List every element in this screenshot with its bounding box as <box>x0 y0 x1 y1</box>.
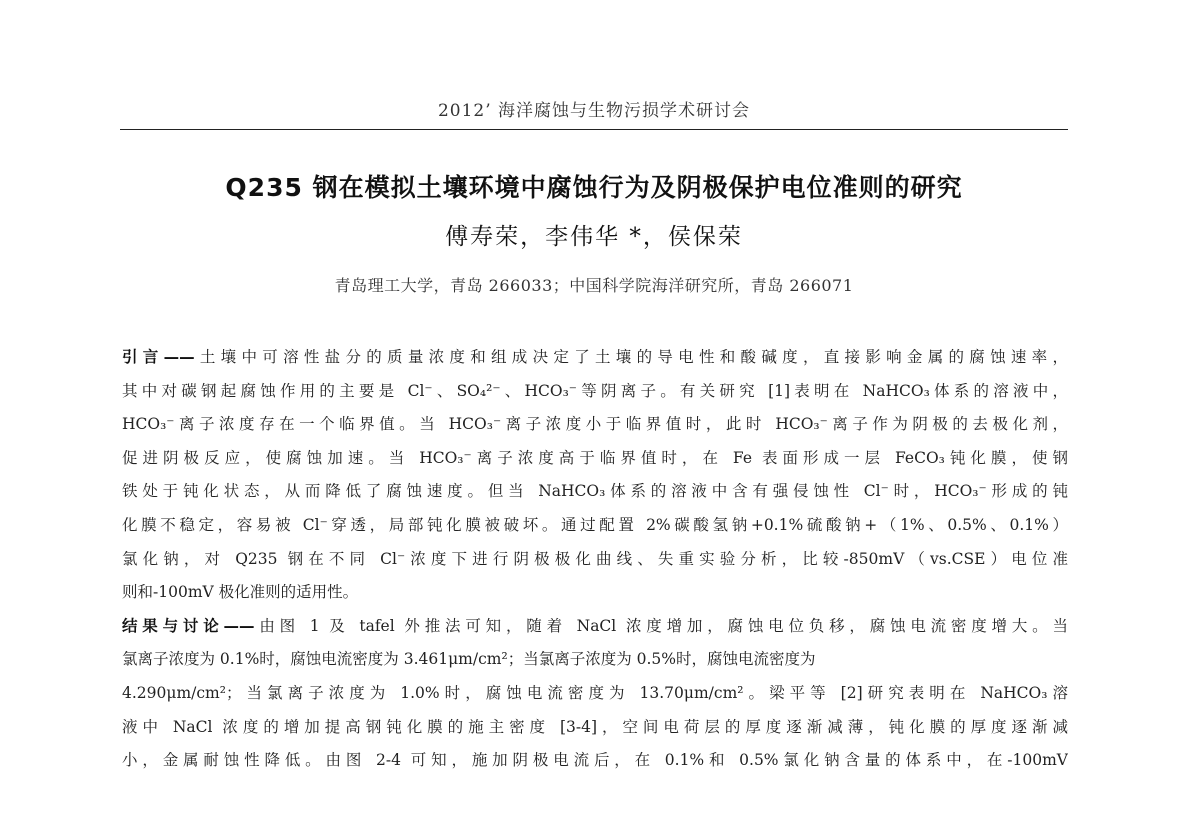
results-line-2: 氯离子浓度为 0.1%时，腐蚀电流密度为 3.461μm/cm²；当氯离子浓度为 0.5%时，腐蚀电流密度为 <box>122 650 816 669</box>
results-line-5: 小，金属耐蚀性降低。由图 2-4 可知，施加阴极电流后，在 0.1%和 0.5%氯化钠含量的体系中，在-100mV <box>122 751 1068 770</box>
intro-line-8: 则和-100mV 极化准则的适用性。 <box>122 583 359 602</box>
header-rule <box>120 129 1068 130</box>
results-text: 由图 1 及 tafel 外推法可知，随着 NaCl 浓度增加，腐蚀电位负移，腐蚀电流密度增大。当 <box>254 616 1068 635</box>
results-line-4: 液中 NaCl 浓度的增加提高钢钝化膜的施主密度 [3-4]，空间电荷层的厚度逐渐减薄，钝化膜的厚度逐渐减 <box>122 717 1068 736</box>
results-heading: 结果与讨论—— <box>122 616 255 635</box>
intro-line-5: 铁处于钝化状态，从而降低了腐蚀速度。但当 NaHCO₃体系的溶液中含有强侵蚀性 Cl⁻时，HCO₃⁻形成的钝 <box>122 482 1068 501</box>
abstract-body <box>122 341 1068 778</box>
results-line-3: 4.290μm/cm²；当氯离子浓度为 1.0%时，腐蚀电流密度为 13.70μm/cm²。梁平等 [2]研究表明在 NaHCO₃溶 <box>122 683 1068 702</box>
intro-line-3: HCO₃⁻离子浓度存在一个临界值。当 HCO₃⁻离子浓度小于临界值时，此时 HCO₃⁻离子作为阴极的去极化剂， <box>122 415 1068 434</box>
paper-title: Q235 钢在模拟土壤环境中腐蚀行为及阴极保护电位准则的研究 <box>225 173 963 202</box>
running-header: 2012’ 海洋腐蚀与生物污损学术研讨会 <box>437 101 751 121</box>
intro-line-2: 其中对碳钢起腐蚀作用的主要是 Cl⁻、SO₄²⁻、HCO₃⁻等阴离子。有关研究 [1]表明在 NaHCO₃体系的溶液中， <box>122 381 1068 400</box>
paper-authors: 傅寿荣，李伟华 *，侯保荣 <box>445 224 743 250</box>
intro-heading: 引言—— <box>122 348 195 366</box>
intro-line-7: 氯化钠，对 Q235 钢在不同 Cl⁻浓度下进行阴极极化曲线、失重实验分析，比较-850mV（vs.CSE）电位准 <box>122 549 1068 568</box>
intro-line-4: 促进阴极反应，使腐蚀加速。当 HCO₃⁻离子浓度高于临界值时，在 Fe 表面形成一层 FeCO₃钝化膜，使钢 <box>122 448 1068 467</box>
intro-text: 土壤中可溶性盐分的质量浓度和组成决定了土壤的导电性和酸碱度，直接影响金属的腐蚀速率， <box>194 348 1068 366</box>
results-line-1 <box>122 610 1068 644</box>
intro-line-6: 化膜不稳定，容易被 Cl⁻穿透，局部钝化膜被破坏。通过配置 2%碳酸氢钠+0.1%硫酸钠+（1%、0.5%、0.1%） <box>122 515 1068 534</box>
intro-line-1 <box>122 341 1068 375</box>
paper-affiliation: 青岛理工大学，青岛 266033；中国科学院海洋研究所，青岛 266071 <box>334 276 854 295</box>
